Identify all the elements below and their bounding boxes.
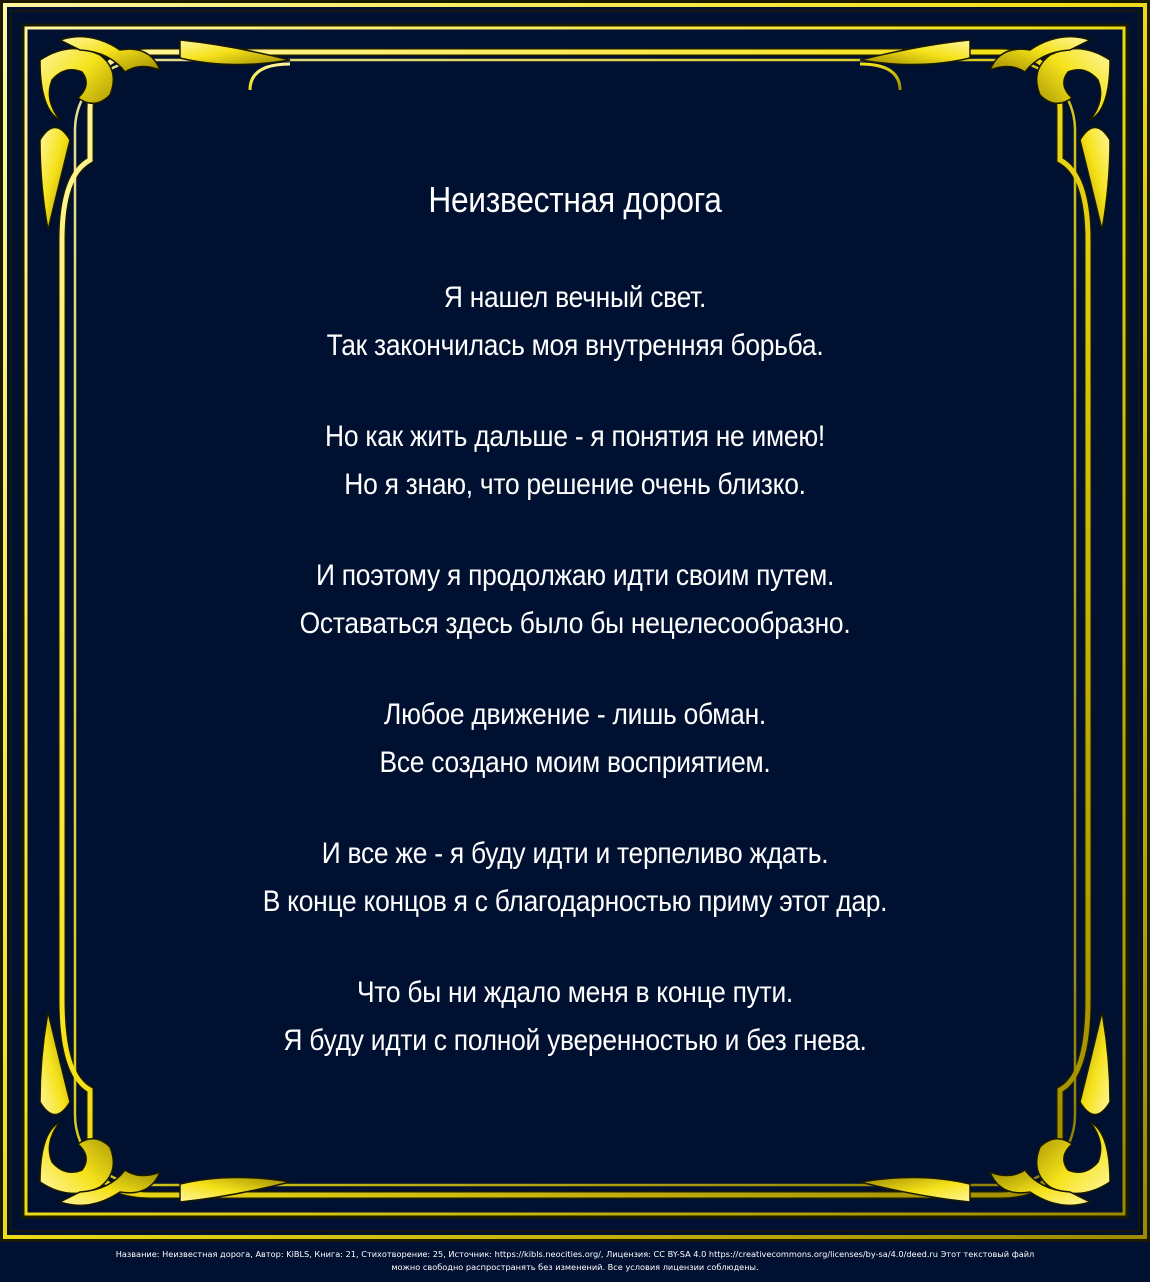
poem-line: Я нашел вечный свет. <box>443 281 707 314</box>
license-footer <box>0 1248 1150 1274</box>
stanza <box>120 691 1030 787</box>
stanza <box>120 413 1030 509</box>
poem-block <box>120 170 1030 1108</box>
poem-line: Но как жить дальше - я понятия не имею! <box>325 420 825 453</box>
poem-line: И поэтому я продолжаю идти своим путем. <box>315 559 835 592</box>
poem-line: Так закончилась моя внутренняя борьба. <box>326 329 824 362</box>
poem-line: В конце концов я с благодарностью приму этот дар. <box>262 885 888 918</box>
poem-title: Неизвестная дорога <box>428 179 722 220</box>
stanza <box>120 830 1030 926</box>
poem-line: Я буду идти с полной уверенностью и без гнева. <box>283 1024 867 1057</box>
stanza <box>120 969 1030 1065</box>
stanza <box>120 552 1030 648</box>
poem-line: И все же - я буду идти и терпеливо ждать. <box>321 837 829 870</box>
poem-line: Что бы ни ждало меня в конце пути. <box>356 976 794 1009</box>
footer-line: Название: Неизвестная дорога, Автор: KiBLS, Книга: 21, Стихотворение: 25, Источник: https://kibls.neocities.org/, Лицензия: CC BY-SA 4.0 https://creativecommons.org/licenses/by-sa/4.0/deed.ru Этот текстовый файл <box>115 1249 1035 1259</box>
poem-line: Все создано моим восприятием. <box>379 746 771 779</box>
poem-line: Оставаться здесь было бы нецелесообразно. <box>299 607 851 640</box>
poem-line: Любое движение - лишь обман. <box>384 698 766 731</box>
footer-line: можно свободно распространять без изменений. Все условия лицензии соблюдены. <box>391 1262 759 1272</box>
poem-line: Но я знаю, что решение очень близко. <box>344 468 806 501</box>
stanza <box>120 274 1030 370</box>
